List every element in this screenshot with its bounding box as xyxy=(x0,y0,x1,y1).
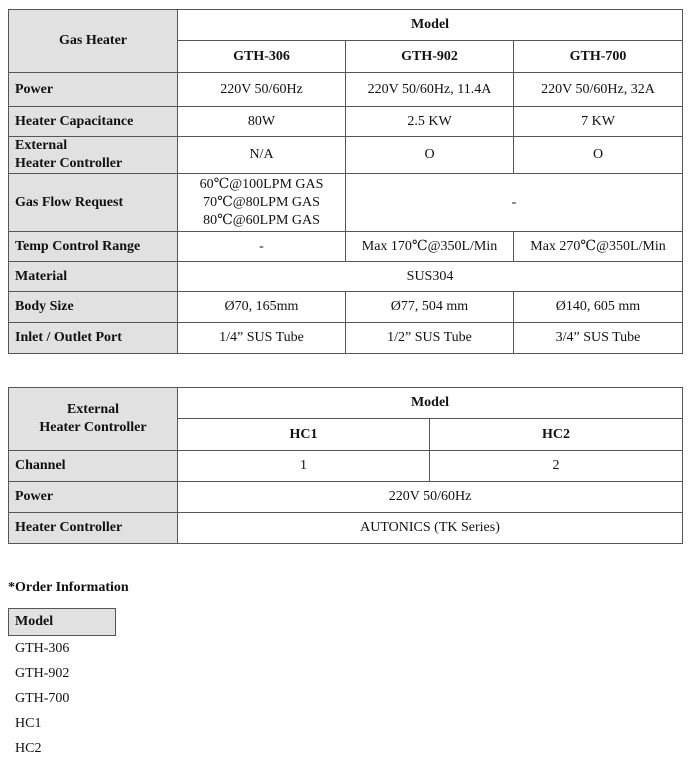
power-gth-902: 220V 50/60Hz, 11.4A xyxy=(346,73,514,107)
body-size-gth-902: Ø77, 504 mm xyxy=(346,292,514,323)
body-size-gth-700: Ø140, 605 mm xyxy=(514,292,683,323)
channel-row xyxy=(9,451,683,482)
power-gth-306: 220V 50/60Hz xyxy=(178,73,346,107)
order-model-header: Model xyxy=(8,608,116,636)
gas-flow-other: - xyxy=(346,174,683,232)
order-item-gth-700: GTH-700 xyxy=(15,691,70,706)
order-item-hc1: HC1 xyxy=(15,716,42,731)
model-gth-306-header: GTH-306 xyxy=(178,41,346,73)
capacitance-gth-306: 80W xyxy=(178,107,346,137)
ext-controller-gth-902: O xyxy=(346,137,514,174)
temp-range-gth-902: Max 170℃@350L/Min xyxy=(346,232,514,262)
controller-power-row xyxy=(9,482,683,513)
power-gth-700: 220V 50/60Hz, 32A xyxy=(514,73,683,107)
heater-controller-table xyxy=(8,387,683,544)
ext-controller-label-line2: Heater Controller xyxy=(15,156,123,171)
heater-controller-label: Heater Controller xyxy=(9,513,178,544)
order-item-gth-306: GTH-306 xyxy=(15,641,70,656)
port-row xyxy=(9,323,683,354)
gas-flow-row xyxy=(9,174,683,232)
ext-controller-row xyxy=(9,137,683,174)
model-gth-902-header: GTH-902 xyxy=(346,41,514,73)
gas-heater-spec-table xyxy=(8,9,683,354)
ext-controller-label-line1: External xyxy=(15,138,68,153)
model-hc1-header: HC1 xyxy=(178,419,430,451)
temp-range-gth-306: - xyxy=(178,232,346,262)
temp-range-gth-700: Max 270℃@350L/Min xyxy=(514,232,683,262)
heater-controller-row xyxy=(9,513,683,544)
port-gth-902: 1/2” SUS Tube xyxy=(346,323,514,354)
port-gth-306: 1/4” SUS Tube xyxy=(178,323,346,354)
capacitance-gth-902: 2.5 KW xyxy=(346,107,514,137)
order-item-gth-902: GTH-902 xyxy=(15,666,70,681)
ext-controller-gth-700: O xyxy=(514,137,683,174)
spec-table-corner: Gas Heater xyxy=(9,10,178,73)
controller-corner-line1: External xyxy=(66,402,120,417)
power-label: Power xyxy=(9,73,178,107)
gas-flow-line-2: 70℃@80LPM GAS xyxy=(203,194,320,210)
gas-flow-line-3: 80℃@60LPM GAS xyxy=(203,212,320,228)
controller-model-header: Model xyxy=(178,388,683,419)
power-row xyxy=(9,73,683,107)
controller-power-label: Power xyxy=(9,482,178,513)
channel-hc1: 1 xyxy=(178,451,430,482)
ext-controller-gth-306: N/A xyxy=(178,137,346,174)
capacitance-row xyxy=(9,107,683,137)
material-label: Material xyxy=(9,262,178,292)
controller-corner-line2: Heater Controller xyxy=(39,420,147,435)
controller-power-value: 220V 50/60Hz xyxy=(178,482,683,513)
material-value: SUS304 xyxy=(178,262,683,292)
gas-flow-gth-306 xyxy=(178,174,346,232)
body-size-gth-306: Ø70, 165mm xyxy=(178,292,346,323)
order-information-title: *Order Information xyxy=(8,580,129,595)
controller-table-corner xyxy=(9,388,178,451)
body-size-label: Body Size xyxy=(9,292,178,323)
port-label: Inlet / Outlet Port xyxy=(9,323,178,354)
spec-model-header: Model xyxy=(178,10,683,41)
body-size-row xyxy=(9,292,683,323)
model-hc2-header: HC2 xyxy=(430,419,683,451)
gas-flow-label: Gas Flow Request xyxy=(9,174,178,232)
capacitance-gth-700: 7 KW xyxy=(514,107,683,137)
channel-label: Channel xyxy=(9,451,178,482)
gas-flow-line-1: 60℃@100LPM GAS xyxy=(199,176,324,192)
temp-range-label: Temp Control Range xyxy=(9,232,178,262)
port-gth-700: 3/4” SUS Tube xyxy=(514,323,683,354)
material-row xyxy=(9,262,683,292)
heater-controller-value: AUTONICS (TK Series) xyxy=(178,513,683,544)
temp-range-row xyxy=(9,232,683,262)
channel-hc2: 2 xyxy=(430,451,683,482)
order-item-hc2: HC2 xyxy=(15,741,42,756)
capacitance-label: Heater Capacitance xyxy=(9,107,178,137)
ext-controller-label xyxy=(9,137,178,174)
model-gth-700-header: GTH-700 xyxy=(514,41,683,73)
